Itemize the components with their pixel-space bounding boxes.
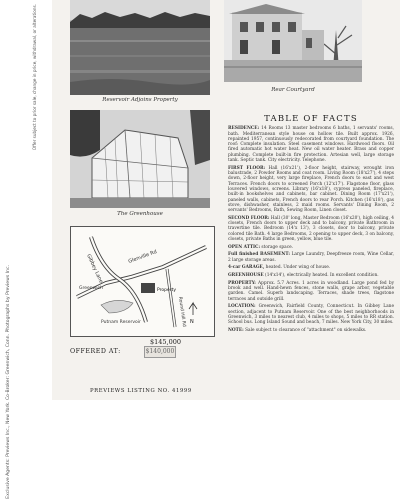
map-road-1: Glenville Rd xyxy=(127,248,158,265)
map-property-marker: Property xyxy=(157,288,177,293)
facts-attic: OPEN ATTIC: storage space. xyxy=(228,244,294,250)
map-road-2: Gibbey Lane xyxy=(85,253,104,285)
facts-property: PROPERTY: Approx. 5.7 Acres. 1 acres in woodland. Large pond fed by brook and well. Hand-hewn fences, stone walls, grape arbor, vegetable garden. Camel. Superb landscaping. Terraces, shade trees, flagstone terraces and outside grill. xyxy=(228,280,394,302)
map-place-2: Greenwich xyxy=(79,286,103,291)
facts-title: TABLE OF FACTS xyxy=(264,114,358,124)
facts-note: NOTE: Sale subject to clearance of "attachment" on sidewalks. xyxy=(228,327,367,333)
map-road-3: Round Hill Rd xyxy=(177,296,187,328)
map-north: N xyxy=(190,319,194,325)
listing-number: PREVIEWS LISTING NO. 41999 xyxy=(90,388,192,394)
price-text: $145,000 xyxy=(150,338,182,346)
side-note-top: Offer subject to prior sale, change in price, withdrawal, or alterations. xyxy=(32,4,37,151)
facts-basement: Full finished BASEMENT: Large Laundry, Deepfreeze room, Wine Cellar, 2 large storage areas. xyxy=(228,252,394,263)
facts-second-floor: SECOND FLOOR: Hall (30' long, Master Bedroom (16'x20'), high ceiling, 4 closets, French doors to upper deck and to balcony, private Bathroom in travertine tile. Bedroom (14'x 13'), 3 closets, door to balcony, private colored tile Bath. 4 large Bedrooms, 2 opening to upper deck, 3 on balcony, closets, private Baths in green, yellow, blue tile. xyxy=(228,215,395,243)
reservoir-caption: Reservoir Adjoins Property xyxy=(102,97,178,103)
table-of-facts xyxy=(228,115,394,336)
facts-first-floor: FIRST FLOOR: Hall (16'x21'), 2-floor height, stairway, wrought iron balustrade, 2 Powder Rooms and coat room. Living Room (18'x27'), 4 steps down, 2-floor height, very large fireplace, French doors to east and west Terraces. French doors to screened Porch (12'x17'). Flagstone floor, glass louvered windows, screens. Library (16'x18'), cypress paneled, fireplace, built-in bookshelves and cabinets, bar cabinet. Dining Room (17'x21'), paneled walls, cabinets, French doors to rear Porch. Kitchen (16'x18'), gas stove, dishwasher, stainless, 2 maid rooms. Servants' Dining Room, 2 servants' Bedrooms, Bath, Sewing Room, Linen closet. xyxy=(228,165,394,214)
map-place-1: Putnam Reservoir xyxy=(101,320,141,325)
offered-at-label: OFFERED AT: xyxy=(70,348,121,355)
left-margin xyxy=(0,0,52,499)
courtyard-photo xyxy=(224,0,362,82)
greenhouse-caption: The Greenhouse xyxy=(117,211,163,217)
greenhouse-photo xyxy=(70,110,210,208)
facts-greenhouse: GREENHOUSE (14'x14'), electrically heated. In excellent condition. xyxy=(228,273,379,279)
reservoir-photo xyxy=(70,0,210,95)
facts-garage: 4-car GARAGE, heated. Under wing of house. xyxy=(228,265,331,271)
side-note-bottom: Exclusive Agents: Previews Inc., New York. Co-Broker: Greenwich, Conn. Photographs by Previews Inc. xyxy=(6,265,11,499)
courtyard-caption: Rear Courtyard xyxy=(271,87,315,93)
location-map xyxy=(70,226,215,337)
facts-residence: RESIDENCE: 14 Rooms 13 master bedrooms 6 baths, 1 servants' rooms, bath. Mediterranean style house on hollow tile. Built approx. 1926, repainted 1957, continuously redecorated from courtyard foundation. The roof: Complete insulation. Steel casement windows. Hardwood floors. Oil fired automatic hot water heat. New oil water heater. Brass and copper plumbing. Complete built-in fire protection. Artesian well, large storage tank. Septic tank. City electricity. Telephone. xyxy=(228,126,394,164)
offer-price-box: $140,000 xyxy=(144,346,176,358)
facts-location: LOCATION: Greenwich, Fairfield County, Connecticut. In Gibbey Lane section, adjacent to Putnam Reservoir. One of the best neighborhoods in Greenwich, 3 miles to nearest club, 4 miles to shops, 5 miles to RR station. School bus. Long Island Sound and beach, 7 miles. New York City, 30 miles. xyxy=(228,304,394,326)
